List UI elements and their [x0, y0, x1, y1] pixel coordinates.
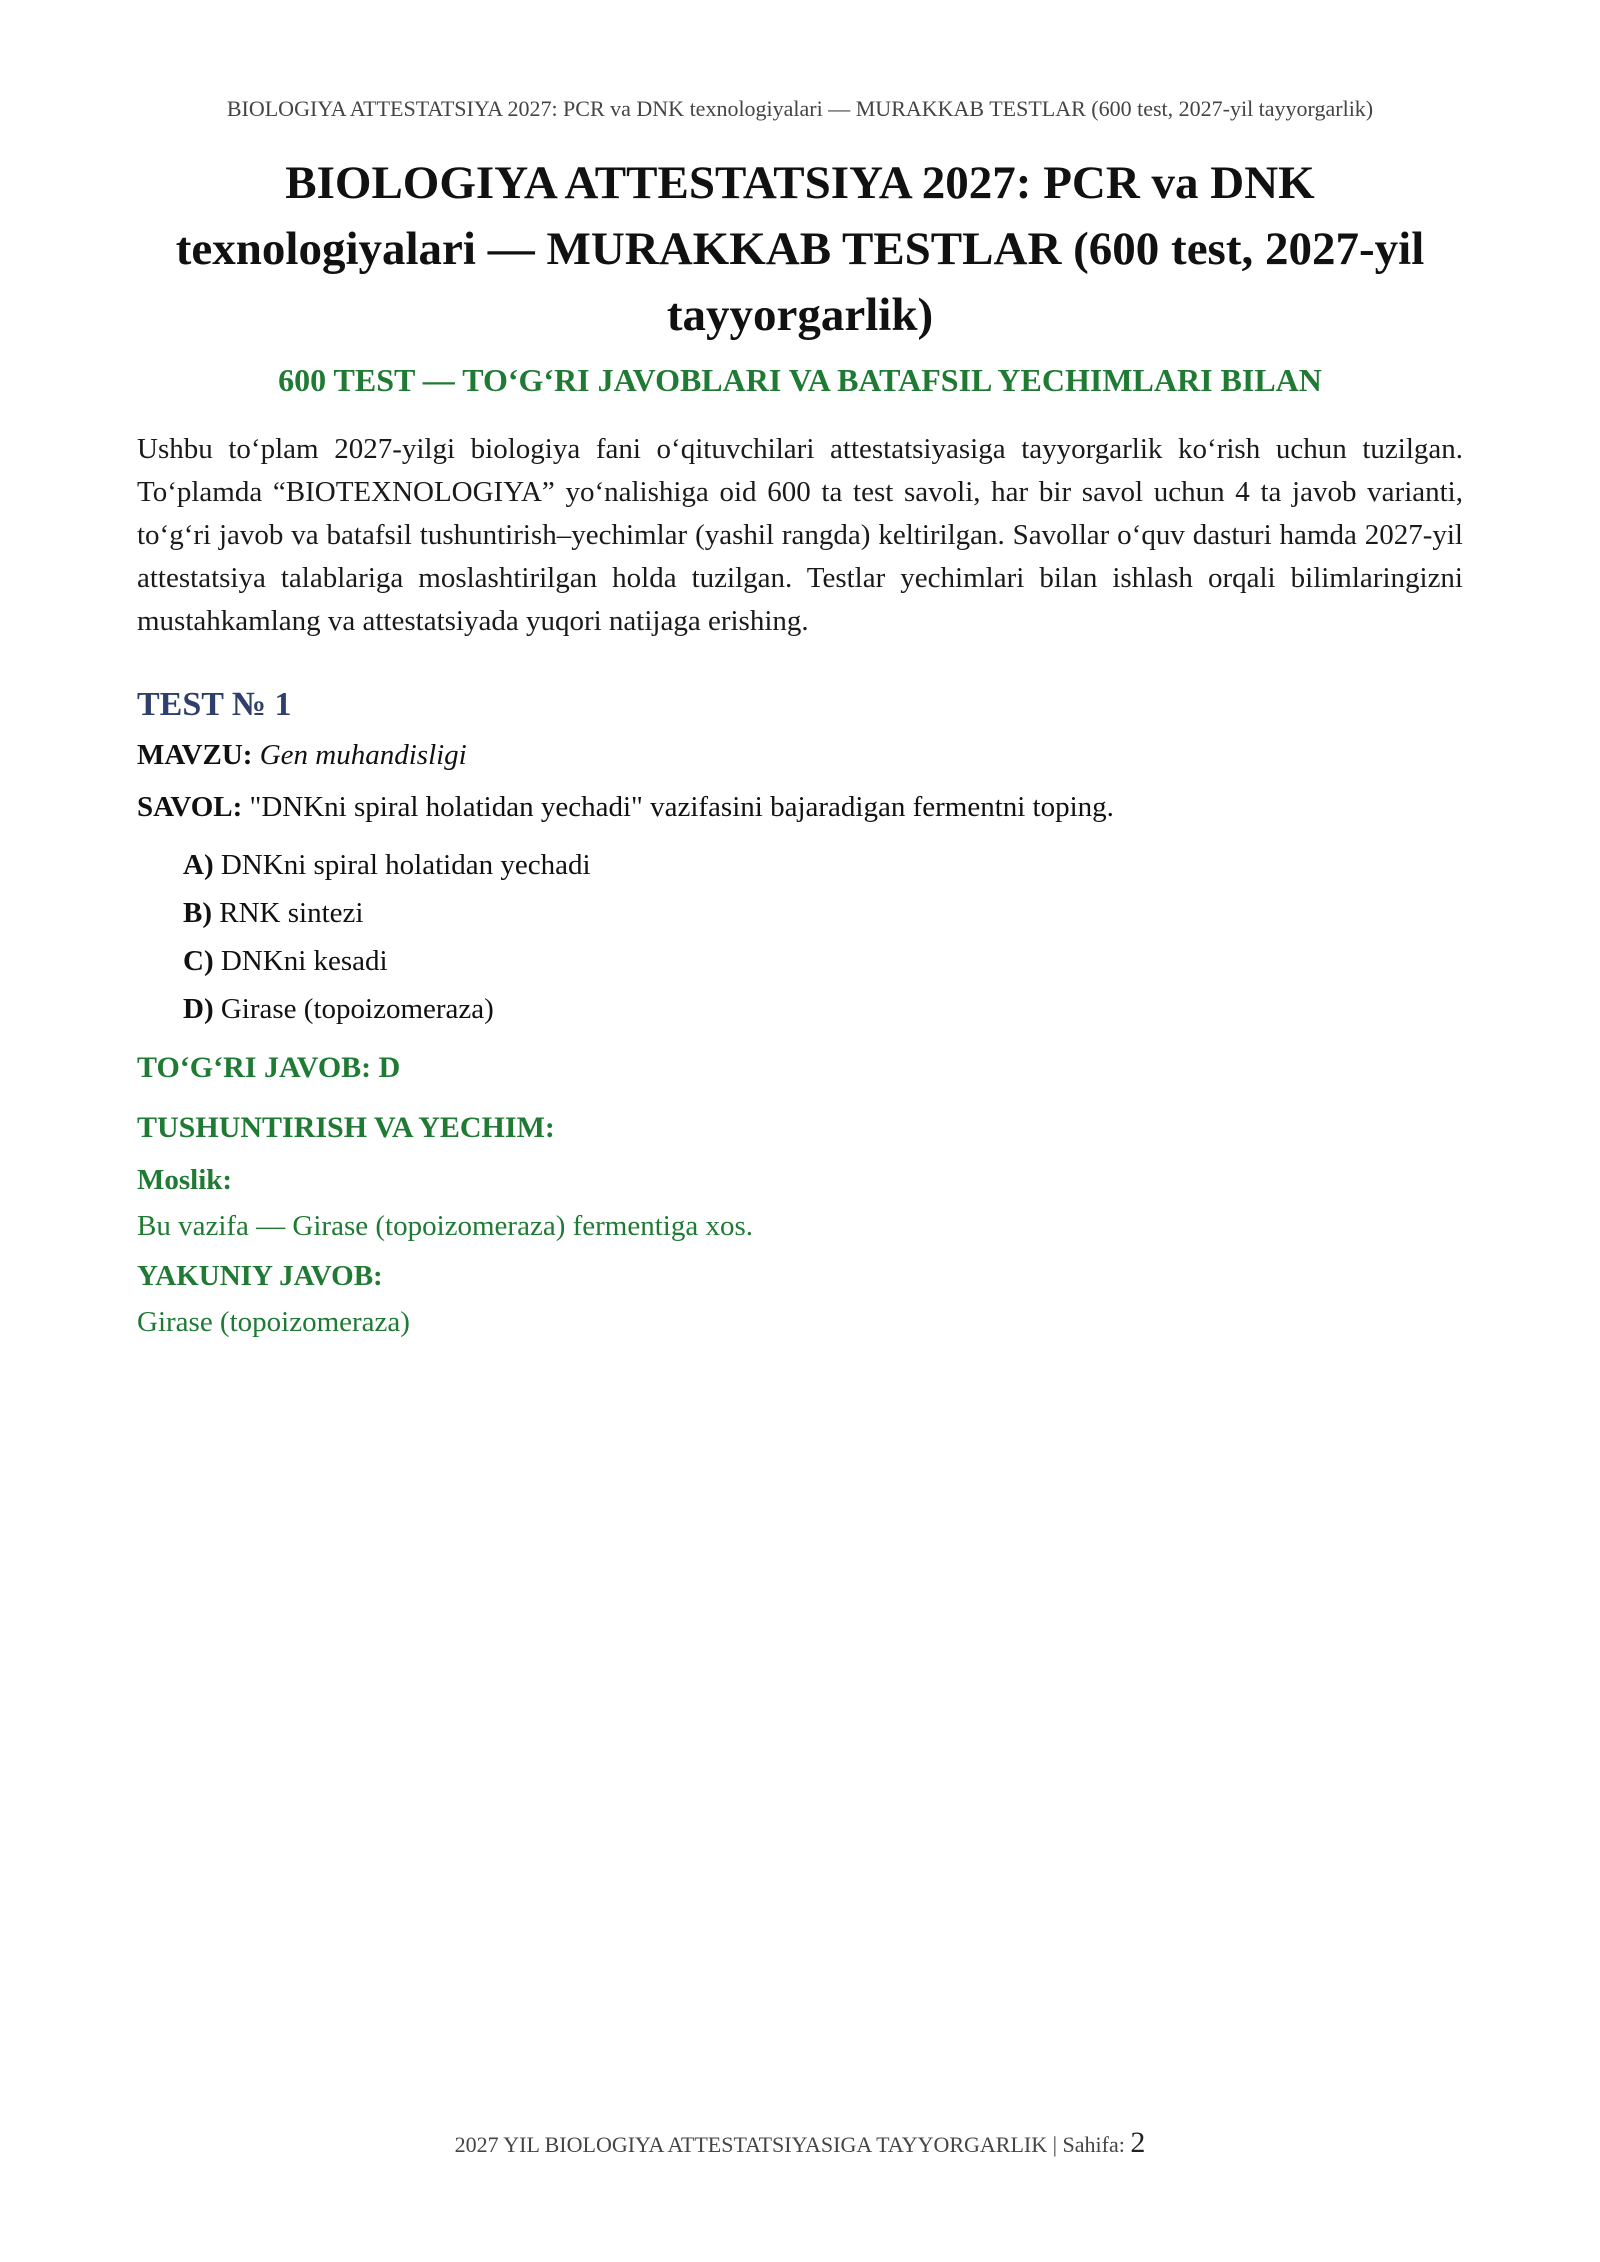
option-letter: A)	[183, 849, 214, 881]
option-text: RNK sintezi	[219, 897, 364, 929]
question-line	[137, 787, 1463, 827]
option-letter: D)	[183, 993, 214, 1025]
option-c	[183, 937, 1463, 985]
topic-line	[137, 735, 1463, 775]
document-title: BIOLOGIYA ATTESTATSIYA 2027: PCR va DNK texnologiyalari — MURAKKAB TESTLAR (600 test, 2027-yil tayyorgarlik)	[175, 157, 1425, 341]
final-answer-label: YAKUNIY JAVOB:	[137, 1260, 383, 1292]
topic-value: Gen muhandisligi	[259, 739, 467, 771]
question-text: "DNKni spiral holatidan yechadi" vazifasini bajaradigan fermentni toping.	[249, 791, 1114, 823]
match-label: Moslik:	[137, 1164, 233, 1196]
intro-paragraph: Ushbu to‘plam 2027-yilgi biologiya fani o‘qituvchilari attestatsiyasiga tayyorgarlik ko‘rish uchun tuzilgan. To‘plamda “BIOTEXNOLOGIYA” yo‘nalishiga oid 600 ta test savoli, har bir savol uchun 4 ta javob varianti, to‘g‘ri javob va batafsil tushuntirish–yechimlar (yashil rangda) keltirilgan. Savollar o‘quv dasturi hamda 2027-yil attestatsiya talablariga moslashtirilgan holda tuzilgan. Testlar yechimlari bilan ishlash orqali bilimlaringizni mustahkamlang va attestatsiyada yuqori natijaga erishing.	[137, 433, 1463, 637]
option-letter: C)	[183, 945, 214, 977]
option-a	[183, 841, 1463, 889]
test-block	[137, 683, 1463, 1343]
option-text: DNKni spiral holatidan yechadi	[220, 849, 591, 881]
topic-label: MAVZU:	[137, 739, 253, 771]
final-answer-text: Girase (topoizomeraza)	[137, 1306, 410, 1338]
question-label: SAVOL:	[137, 791, 243, 823]
footer-text: 2027 YIL BIOLOGIYA ATTESTATSIYASIGA TAYYORGARLIK	[454, 2132, 1048, 2157]
match-text: Bu vazifa — Girase (topoizomeraza) fermentiga xos.	[137, 1210, 753, 1242]
correct-answer: TO‘G‘RI JAVOB: D	[137, 1051, 401, 1084]
document-subtitle: 600 TEST — TO‘G‘RI JAVOBLARI VA BATAFSIL YECHIMLARI BILAN	[278, 362, 1322, 398]
test-heading: TEST № 1	[137, 686, 292, 723]
option-b	[183, 889, 1463, 937]
running-header: BIOLOGIYA ATTESTATSIYA 2027: PCR va DNK texnologiyalari — MURAKKAB TESTLAR (600 test, 2027-yil tayyorgarlik)	[226, 96, 1374, 121]
option-text: Girase (topoizomeraza)	[220, 993, 494, 1025]
explanation-heading: TUSHUNTIRISH VA YECHIM:	[137, 1111, 555, 1144]
answer-options	[137, 841, 1463, 1033]
page-content	[137, 150, 1463, 1343]
option-text: DNKni kesadi	[220, 945, 388, 977]
option-d	[183, 985, 1463, 1033]
page-label: Sahifa:	[1062, 2132, 1125, 2157]
page-number: 2	[1130, 2126, 1146, 2159]
footer-separator: |	[1052, 2132, 1058, 2157]
running-footer	[0, 2126, 1600, 2160]
option-letter: B)	[183, 897, 212, 929]
